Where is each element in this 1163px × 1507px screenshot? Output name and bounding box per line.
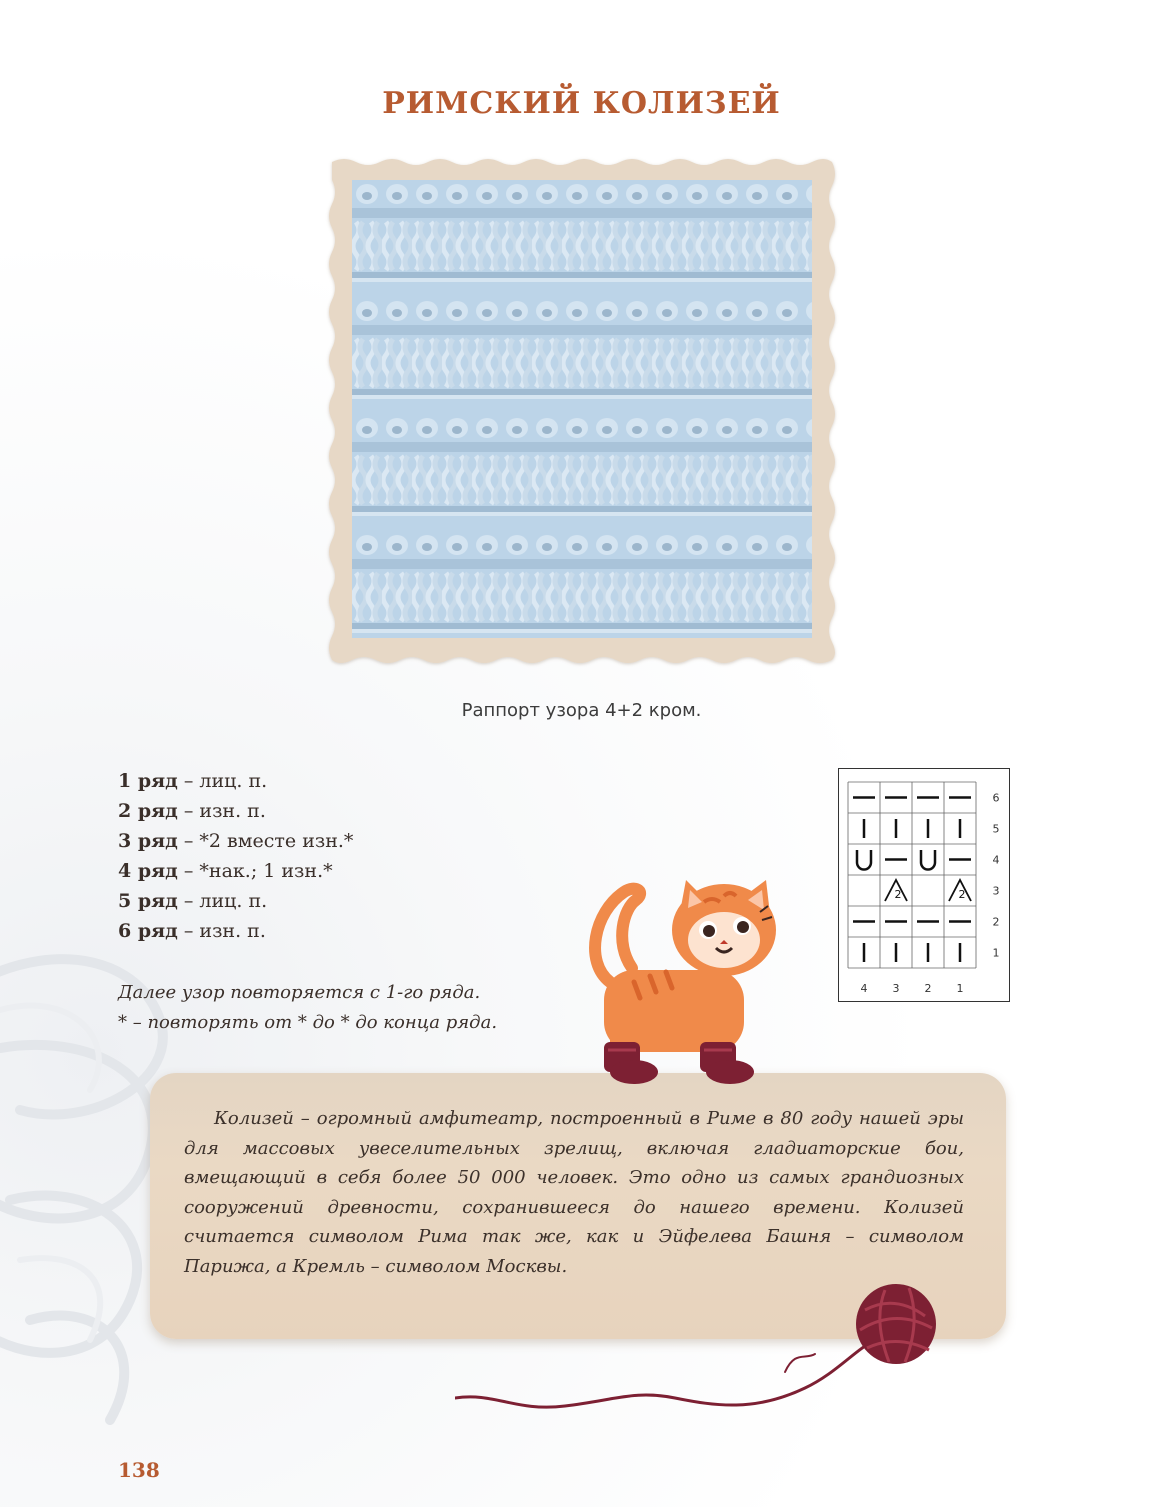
chart-row-number: 6	[992, 791, 1000, 805]
chart-column-number: 1	[956, 982, 964, 995]
chart-column-number: 3	[892, 982, 900, 995]
chart-column-number: 2	[924, 982, 932, 995]
purl2tog-count: 2	[894, 888, 902, 901]
knitting-sample-photo	[352, 180, 812, 638]
chart-frame	[839, 769, 1010, 1002]
colosseum-info-text: Колизей – огромный амфитеатр, построенный в Риме в 80 году нашей эры для массовых увеселительных зрелищ, включая гладиаторские бои, вмещающий в себя более 50 000 человек. Это одно из самых грандиозных сооружений древности, сохранившееся до нашего времени. Колизей считается символом Рима так же, как и Эйфелева Башня – символом Парижа, а Кремль – символом Москвы.	[184, 1108, 964, 1277]
pattern-notes	[118, 978, 497, 1038]
row-instruction: 6 ряд – изн. п.	[118, 920, 266, 942]
asterisk-note: * – повторять от * до * до конца ряда.	[118, 1012, 498, 1033]
row-instruction: 4 ряд – *нак.; 1 изн.*	[118, 860, 333, 882]
page-number: 138	[118, 1458, 160, 1482]
chart-row-number: 3	[992, 884, 1000, 898]
pattern-photo-frame	[324, 154, 840, 668]
chart-row-number: 4	[992, 853, 1000, 867]
pattern-repeat-caption: Раппорт узора 4+2 кром.	[461, 700, 702, 721]
page-title: РИМСКИЙ КОЛИЗЕЙ	[382, 86, 781, 121]
row-instruction: 3 ряд – *2 вместе изн.*	[118, 830, 354, 852]
yarn-ball-illustration	[455, 1280, 955, 1420]
chart-row-number: 1	[992, 946, 1000, 960]
cat-illustration	[574, 872, 784, 1094]
repeat-note: Далее узор повторяется с 1-го ряда.	[118, 982, 481, 1003]
chart-column-number: 4	[860, 982, 868, 995]
row-instructions	[118, 766, 353, 946]
chart-row-number: 5	[992, 822, 1000, 836]
knitting-chart	[838, 768, 1010, 1002]
row-instruction: 1 ряд – лиц. п.	[118, 770, 268, 792]
chart-row-number: 2	[992, 915, 1000, 929]
row-instruction: 2 ряд – изн. п.	[118, 800, 266, 822]
row-instruction: 5 ряд – лиц. п.	[118, 890, 268, 912]
purl2tog-count: 2	[958, 888, 966, 901]
